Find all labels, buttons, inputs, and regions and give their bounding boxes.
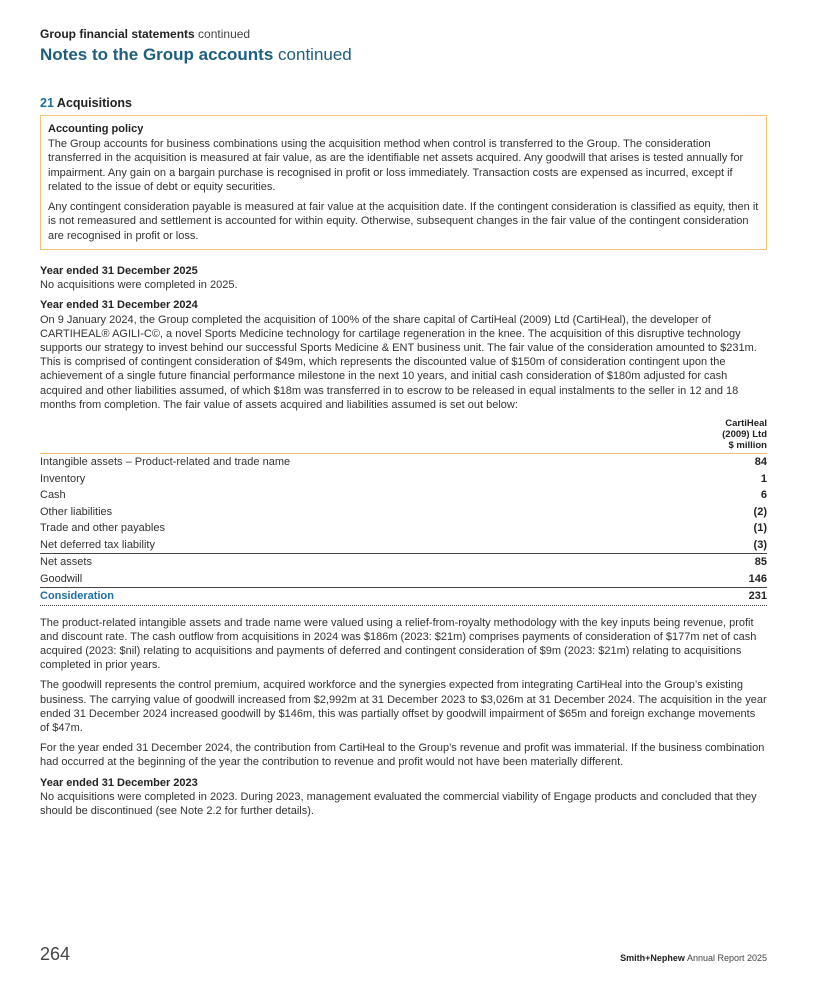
row-label: Goodwill (40, 572, 83, 585)
brand-name: Smith+Nephew (620, 953, 685, 963)
policy-heading: Accounting policy (48, 123, 144, 135)
kicker-bold: Group financial statements (40, 27, 195, 41)
table-column-header (40, 418, 767, 454)
row-label: Cash (40, 489, 66, 502)
row-label: Net assets (40, 556, 92, 569)
row-label: Trade and other payables (40, 522, 165, 535)
table-row (40, 454, 767, 471)
row-value: 231 (748, 590, 767, 603)
body-content (40, 264, 767, 824)
paragraph-goodwill: The goodwill represents the control premium, acquired workforce and the synergies expected from integrating CartiHeal into the Group’s existing business. The carrying value of goodwill increased from $2,992m at 31 December 2023 to $3,026m at 31 December 2024. The acquisition in the year ended 31 December 2024 increased goodwill by $146m, this was partially offset by goodwill impairment of $65m and foreign exchange movements of $47m. (40, 679, 767, 734)
text-2025: No acquisitions were completed in 2025. (40, 279, 238, 292)
row-value: 146 (748, 572, 767, 585)
table-row (40, 554, 767, 571)
text-2023: No acquisitions were completed in 2023. During 2023, management evaluated the commercial viability of Engage products and concluded that they should be discontinued (see Note 2.2 for further details). (40, 790, 757, 817)
col-header-line-3: $ million (728, 440, 767, 452)
heading-2023: Year ended 31 December 2023 (40, 776, 198, 789)
row-value: 6 (760, 489, 767, 502)
table-row (40, 537, 767, 555)
row-label: Intangible assets – Product-related and trade name (40, 456, 291, 469)
section-heading (40, 96, 132, 110)
page-title (40, 45, 352, 65)
page-number: 264 (40, 944, 71, 964)
col-header-line-1: CartiHeal (725, 418, 767, 430)
title-bold: Notes to the Group accounts (40, 45, 274, 64)
row-label: Net deferred tax liability (40, 538, 155, 551)
paragraph-contribution: For the year ended 31 December 2024, the contribution from CartiHeal to the Group’s revenue and profit was immaterial. If the business combination had occurred at the beginning of the year the contribution to revenue and profit would not have been materially different. (40, 742, 765, 769)
row-value: 84 (754, 456, 767, 469)
heading-2024: Year ended 31 December 2024 (40, 299, 198, 312)
table-total-row (40, 588, 767, 606)
title-continued: continued (278, 45, 352, 64)
policy-paragraph-2: Any contingent consideration payable is measured at fair value at the acquisition date. If the contingent consideration is classified as equity, then it is not remeasured and settlement is accounted for within equity. Otherwise, subsequent changes in the fair value of the contingent consideration are recognised in profit or loss. (48, 200, 759, 242)
row-value: (3) (753, 538, 767, 551)
row-label: Other liabilities (40, 505, 113, 518)
section-title: Acquisitions (56, 96, 132, 110)
section-number: 21 (40, 96, 54, 110)
row-value: (1) (753, 522, 767, 535)
table-row (40, 471, 767, 488)
table-row (40, 520, 767, 537)
row-value: (2) (753, 505, 767, 518)
report-name: Annual Report 2025 (686, 953, 767, 963)
table-row (40, 504, 767, 521)
policy-paragraph-1: The Group accounts for business combinations using the acquisition method when control is transferred to the Group. The consideration transferred in the acquisition is measured at fair value, as are the identifiable net assets acquired. Any goodwill that arises is tested annually for impairment. Any gain on a bargain purchase is recognised in profit or loss immediately. Transaction costs are expensed as incurred, except if related to the issue of debt or equity securities. (48, 137, 744, 193)
footer-brand (620, 953, 767, 963)
after-table-text (40, 616, 767, 770)
paragraph-intangibles: The product-related intangible assets and trade name were valued using a relief-from-royalty methodology with the key inputs being revenue, profit and discount rate. The cash outflow from acquisitions in 2024 was $186m (2023: $21m) comprises payments of consideration of $177m net of cash acquired (2023: $nil) relating to acquisitions and payments of deferred and contingent consideration of $9m (2023: $21m) relating to acquisitions completed in prior years. (40, 616, 757, 672)
section-kicker (40, 27, 250, 41)
table-row (40, 487, 767, 504)
row-label: Consideration (40, 590, 114, 603)
table-row (40, 571, 767, 589)
text-2024: On 9 January 2024, the Group completed the acquisition of 100% of the share capital of CartiHeal (2009) Ltd (CartiHeal), the developer of CARTIHEAL® AGILI-C©, a novel Sports Medicine technology for cartilage regeneration in the knee. The acquisition of this disruptive technology supports our strategy to invest behind our successful Sports Medicine & ENT business unit. The fair value of the consideration amounted to $231m. This is comprised of contingent consideration of $49m, which represents the discounted value of $150m of consideration contingent upon the achievement of a single future financial performance milestone in the next 10 years, and initial cash consideration of $180m adjusted for cash acquired and other liabilities assumed, of which $18m was transferred in to escrow to be released in equal instalments to the seller in 12 and 18 months from completion. The fair value of assets acquired and liabilities assumed is set out below: (40, 313, 757, 411)
row-value: 85 (754, 556, 767, 569)
col-header-line-2: (2009) Ltd (722, 429, 767, 441)
heading-2025: Year ended 31 December 2025 (40, 265, 198, 277)
accounting-policy-box (40, 115, 767, 250)
kicker-continued: continued (198, 27, 251, 41)
row-label: Inventory (40, 472, 86, 485)
row-value: 1 (760, 472, 767, 485)
